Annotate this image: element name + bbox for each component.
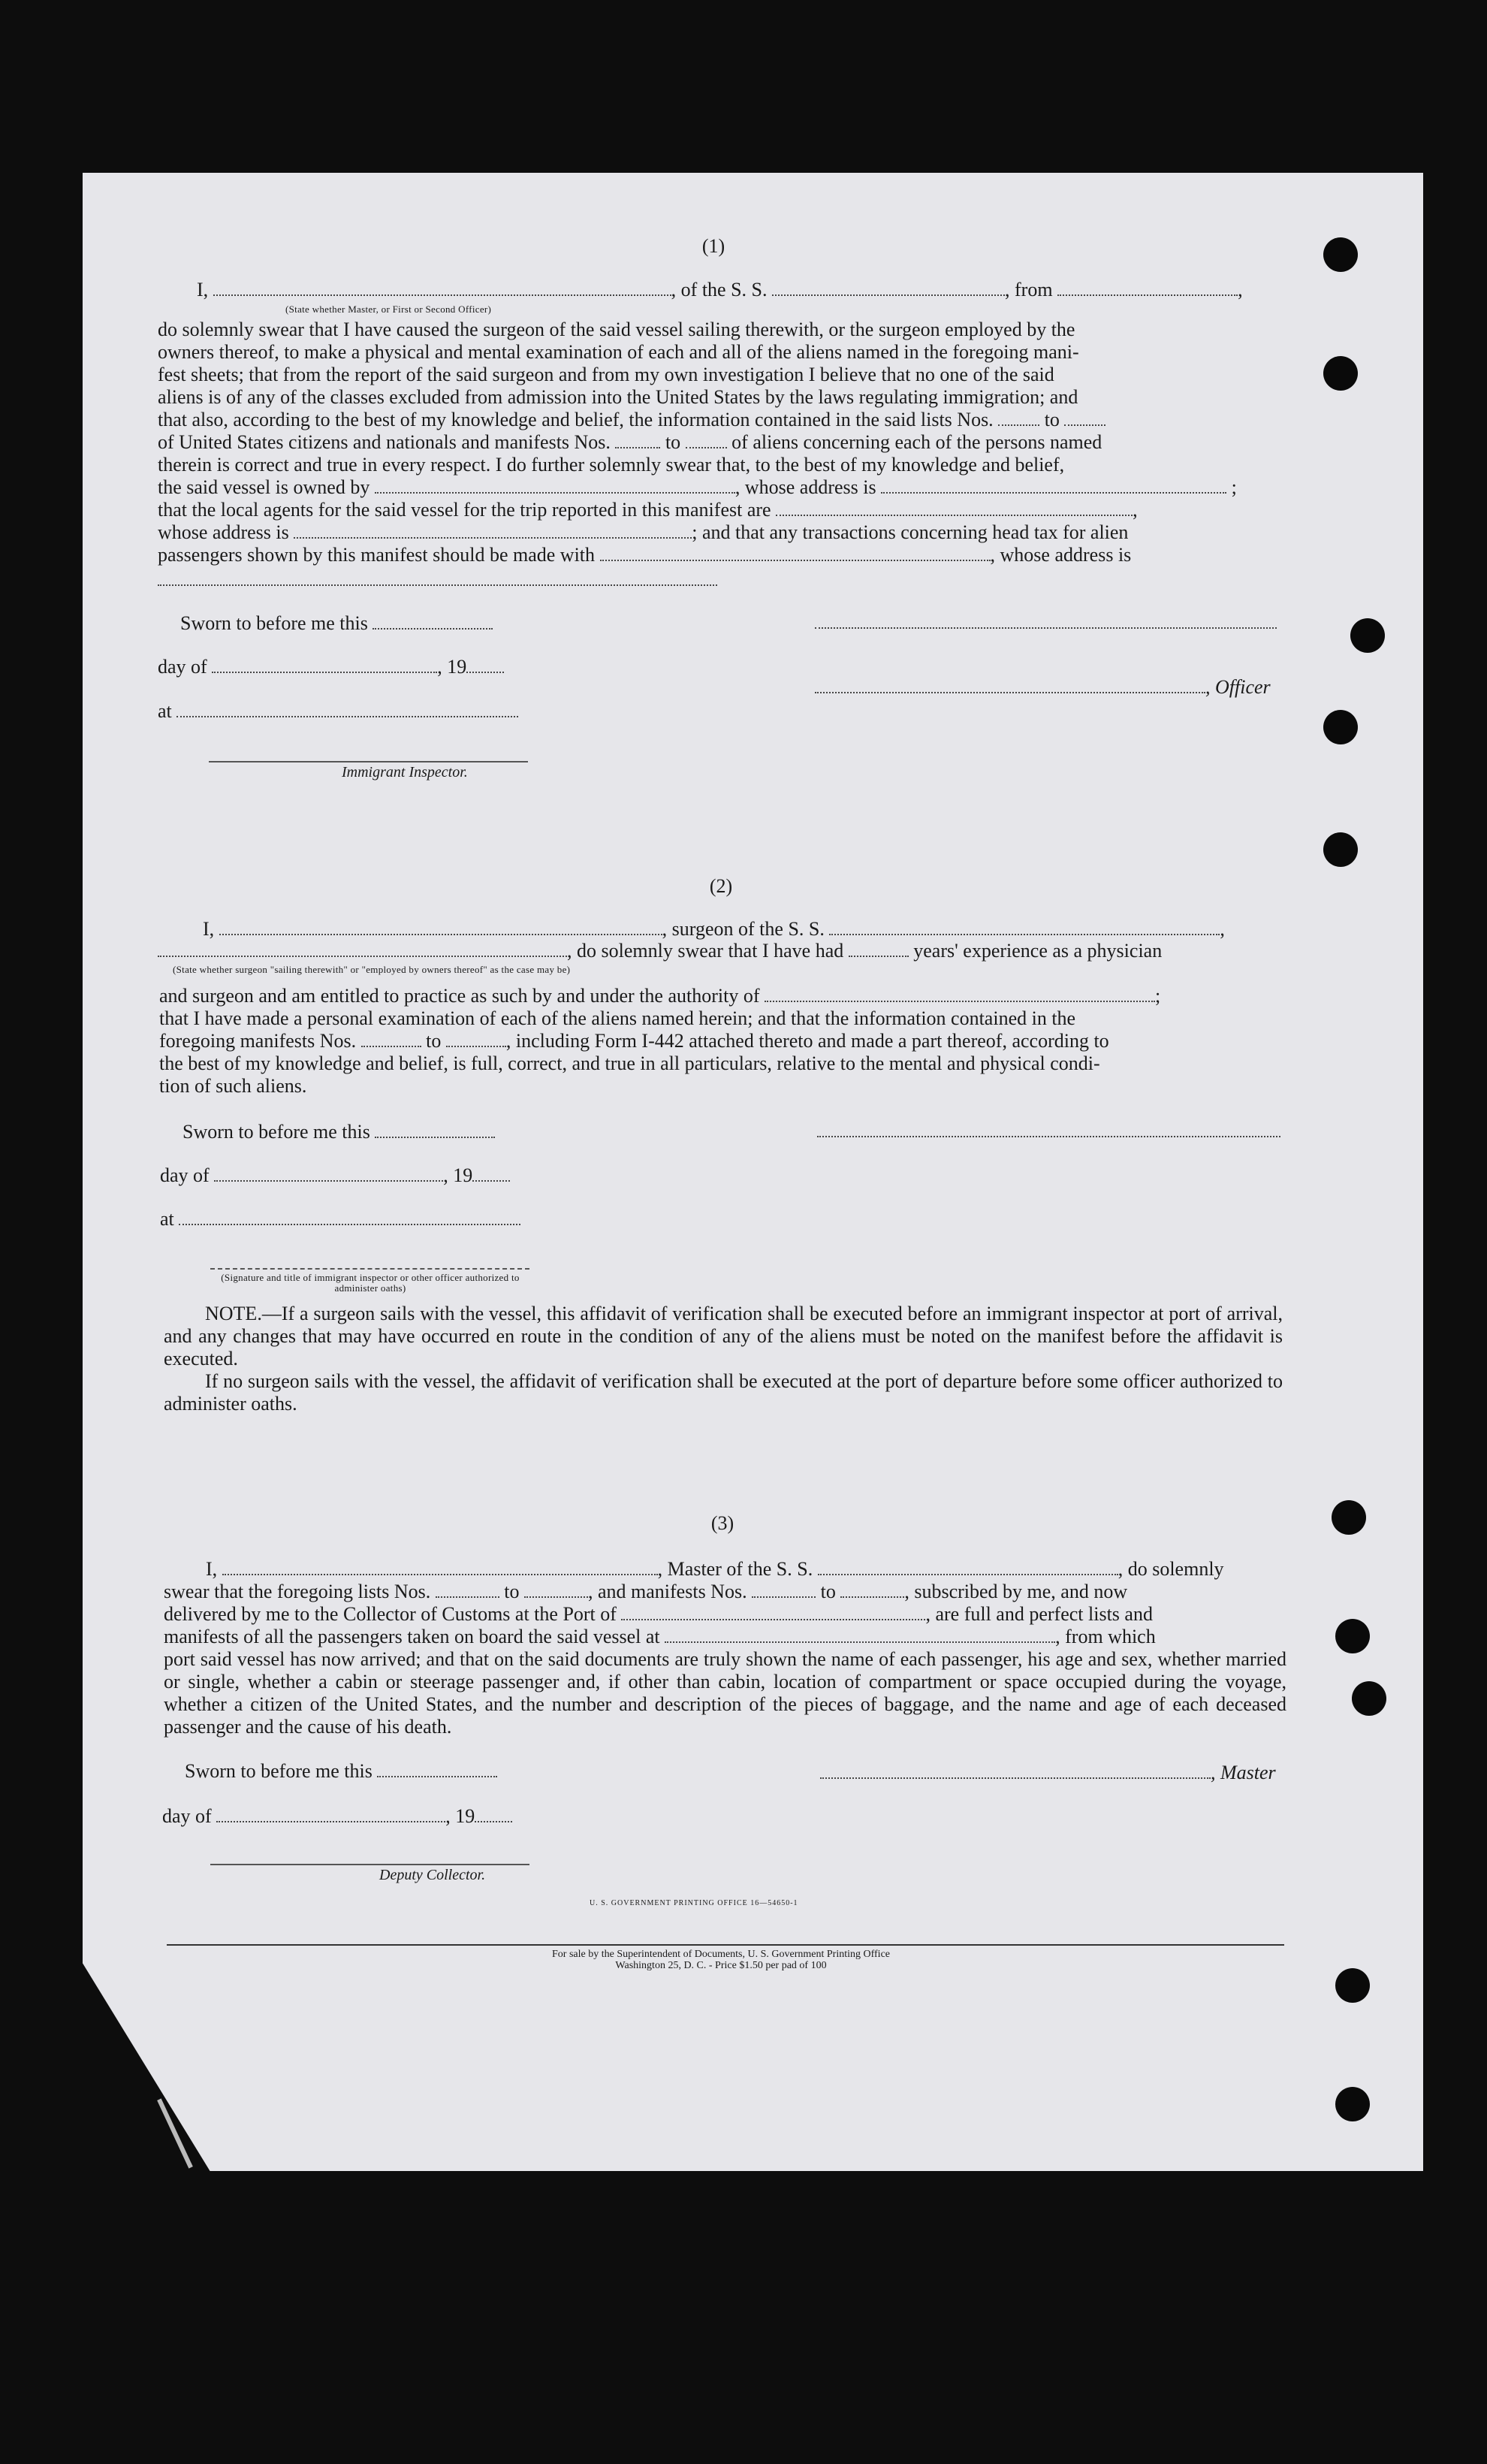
officer-line <box>815 676 1271 699</box>
year-field[interactable] <box>466 657 504 673</box>
authority-field[interactable] <box>765 986 1155 1002</box>
text: that the local agents for the said vessel for the trip reported in this manifest are <box>158 499 771 521</box>
text: , do solemnly <box>1118 1558 1224 1580</box>
text: of United States citizens and nationals and manifests Nos. <box>158 431 611 453</box>
text: —If a surgeon sails with the vessel, this affidavit of verification shall be executed before an immigrant inspector at port of arrival, and any changes that may have occurred en route in the condition of any of the aliens must be noted on the manifest before the affidavit is executed. <box>164 1303 1283 1369</box>
surgeon-status-field[interactable] <box>158 941 567 957</box>
punch-hole <box>1335 1968 1370 2003</box>
text: , subscribed by me, and now <box>904 1581 1128 1602</box>
text: to <box>665 431 681 453</box>
text: aliens is of any of the classes excluded from admission into the United States by the laws regulating immigration; and <box>158 386 1078 408</box>
officer-signature-field[interactable] <box>815 627 1277 629</box>
manifests-from-field-3[interactable] <box>752 1581 816 1598</box>
officer-signature-field-2[interactable] <box>210 1268 529 1270</box>
text: and surgeon and am entitled to practice as such by and under the authority of <box>159 985 760 1007</box>
inspector-signature-field[interactable] <box>209 761 528 762</box>
sworn-date-field-3[interactable] <box>377 1761 497 1777</box>
text: , whose address is <box>990 544 1132 566</box>
signature-caption: (Signature and title of immigrant inspector or other officer authorized to administer oaths) <box>221 1272 520 1294</box>
text: I, <box>206 1558 218 1580</box>
punch-hole <box>1323 710 1358 744</box>
text: , surgeon of the S. S. <box>662 918 825 940</box>
text: , <box>1220 918 1225 940</box>
printing-office-imprint: U. S. GOVERNMENT PRINTING OFFICE 16—54650-1 <box>590 1899 798 1907</box>
section-1-body <box>158 319 1277 566</box>
section-2-body <box>159 985 1282 1098</box>
footer-divider <box>167 1944 1284 1946</box>
at-line-1 <box>158 700 518 723</box>
text: Sworn to before me this <box>185 1760 373 1782</box>
punch-hole <box>1352 1681 1386 1716</box>
text: , are full and perfect lists and <box>925 1603 1153 1625</box>
section-3-body <box>164 1558 1286 1738</box>
year-field-2[interactable] <box>472 1165 510 1182</box>
text: day of <box>158 656 207 678</box>
sworn-line-3 <box>185 1760 497 1783</box>
text: Washington 25, D. C. - Price $1.50 per pad of 100 <box>615 1960 827 1971</box>
text: , and manifests Nos. <box>588 1581 747 1602</box>
master-line <box>820 1762 1276 1784</box>
text: at <box>160 1208 174 1230</box>
punch-hole <box>1323 356 1358 391</box>
text: port said vessel has now arrived; and that on the said documents are truly shown the name of each passenger, his age and sex, whether married or single, whether a cabin or steerage passenger and, if other than cabin, location of compartment or space occupied during the voyage, whether a citizen of the United States, and the number and description of the pieces of baggage, and the name and age of each deceased passenger and the cause of his death. <box>164 1648 1286 1738</box>
day-field-2[interactable] <box>214 1165 443 1182</box>
owner-address-field[interactable] <box>881 477 1226 494</box>
text: , 19 <box>445 1805 475 1827</box>
port-field[interactable] <box>621 1604 925 1620</box>
text: years' experience as a physician <box>913 940 1163 962</box>
text: ; and that any transactions concerning head tax for alien <box>692 521 1129 543</box>
ship-name-field-3[interactable] <box>818 1559 1118 1575</box>
text: foregoing manifests Nos. <box>159 1030 357 1052</box>
text: therein is correct and true in every respect. I do further solemnly swear that, to the best of my knowledge and belief, <box>158 454 1065 476</box>
punch-hole <box>1335 2087 1370 2121</box>
text: the best of my knowledge and belief, is full, correct, and true in all particulars, relative to the mental and physical condi- <box>159 1052 1100 1074</box>
text: swear that the foregoing lists Nos. <box>164 1581 431 1602</box>
address-continuation-field[interactable] <box>158 584 717 586</box>
text: that I have made a personal examination of each of the aliens named herein; and that the information contained in the <box>159 1007 1076 1029</box>
punch-hole <box>1350 618 1385 653</box>
text: I, <box>203 918 215 940</box>
text: , <box>1133 499 1138 521</box>
text: fest sheets; that from the report of the said surgeon and from my own investigation I believe that no one of the said <box>158 364 1054 385</box>
manifests-from-field-2[interactable] <box>361 1031 421 1047</box>
text: , do solemnly swear that I have had <box>567 940 844 962</box>
section-2-line-1 <box>203 918 1225 941</box>
text: ; <box>1155 985 1161 1007</box>
punch-hole <box>1323 237 1358 272</box>
manifests-to-field-3[interactable] <box>840 1581 904 1598</box>
lists-to-field[interactable] <box>1064 409 1105 426</box>
manifests-from-field[interactable] <box>615 432 660 448</box>
text: Sworn to before me this <box>182 1121 370 1143</box>
punch-hole <box>1323 832 1358 867</box>
sale-notice <box>421 1949 1021 1971</box>
text: at <box>158 700 172 722</box>
text: do solemnly swear that I have caused the surgeon of the said vessel sailing therewith, or the surgeon employed by the <box>158 319 1075 340</box>
day-field-3[interactable] <box>216 1806 445 1822</box>
text: delivered by me to the Collector of Customs at the Port of <box>164 1603 617 1625</box>
location-field-2[interactable] <box>179 1209 520 1225</box>
ship-name-field[interactable] <box>772 279 1005 296</box>
text: ; <box>1231 476 1237 498</box>
lists-from-field[interactable] <box>998 409 1039 426</box>
text: , of the S. S. <box>671 279 768 300</box>
origin-port-field[interactable] <box>1057 279 1238 296</box>
text: , whose address is <box>734 476 876 498</box>
year-field-3[interactable] <box>475 1806 512 1822</box>
head-tax-contact-field[interactable] <box>600 545 991 561</box>
surgeon-name-field[interactable] <box>219 919 662 935</box>
text: passengers shown by this manifest should be made with <box>158 544 596 566</box>
owner-field[interactable] <box>375 477 735 494</box>
text: , from <box>1005 279 1053 300</box>
lists-to-field-3[interactable] <box>524 1581 588 1598</box>
master-signature-field[interactable] <box>820 1762 1211 1779</box>
note-block <box>164 1303 1283 1415</box>
text: of aliens concerning each of the persons named <box>731 431 1102 453</box>
text: Sworn to before me this <box>180 612 368 634</box>
sworn-date-field[interactable] <box>373 613 493 630</box>
officer-rank-field[interactable] <box>213 279 671 296</box>
manifests-to-field[interactable] <box>686 432 727 448</box>
sworn-line-1 <box>180 612 493 635</box>
day-line-1 <box>158 656 504 678</box>
section-3-number: (3) <box>710 1512 734 1534</box>
text: , including Form I-442 attached thereto and made a part thereof, according to <box>505 1030 1109 1052</box>
section-2-line-2 <box>158 940 1162 962</box>
text: , Master <box>1211 1762 1276 1783</box>
text: manifests of all the passengers taken on board the said vessel at <box>164 1626 660 1647</box>
location-field[interactable] <box>176 701 518 717</box>
surgeon-status-caption: (State whether surgeon "sailing therewith" or "employed by owners thereof" as the case may be) <box>173 964 571 975</box>
day-line-2 <box>160 1164 510 1187</box>
master-name-field[interactable] <box>222 1559 658 1575</box>
text: day of <box>162 1805 212 1827</box>
embarkation-port-field[interactable] <box>665 1626 1055 1643</box>
years-experience-field[interactable] <box>849 941 909 957</box>
officer-name-field[interactable] <box>815 677 1205 693</box>
day-field[interactable] <box>212 657 437 673</box>
text: , 19 <box>443 1164 473 1186</box>
text: to <box>426 1030 442 1052</box>
text: day of <box>160 1164 210 1186</box>
text: , <box>1238 279 1243 300</box>
sworn-line-2 <box>182 1121 495 1143</box>
inspector-caption: Immigrant Inspector. <box>342 764 468 781</box>
text: I, <box>197 279 209 300</box>
text: , Officer <box>1205 676 1271 698</box>
text: the said vessel is owned by <box>158 476 370 498</box>
at-line-2 <box>160 1208 520 1230</box>
text: to <box>504 1581 520 1602</box>
lists-from-field-3[interactable] <box>436 1581 499 1598</box>
text: , 19 <box>437 656 467 678</box>
sworn-date-field-2[interactable] <box>375 1122 495 1138</box>
text: , Master of the S. S. <box>657 1558 813 1580</box>
local-agents-field[interactable] <box>776 500 1133 516</box>
note-label: NOTE. <box>205 1303 262 1324</box>
day-line-3 <box>162 1805 512 1828</box>
ship-name-field-2[interactable] <box>829 919 1220 935</box>
section-2-number: (2) <box>709 875 733 897</box>
surgeon-signature-field[interactable] <box>817 1136 1280 1137</box>
manifests-to-field-2[interactable] <box>446 1031 506 1047</box>
text: tion of such aliens. <box>159 1075 307 1097</box>
punch-hole <box>1332 1500 1366 1535</box>
text: owners thereof, to make a physical and mental examination of each and all of the aliens named in the foregoing mani- <box>158 341 1079 363</box>
section-1-line-1 <box>197 279 1243 301</box>
text: whose address is <box>158 521 289 543</box>
text: that also, according to the best of my knowledge and belief, the information contained in the said lists Nos. <box>158 409 994 430</box>
text: For sale by the Superintendent of Documents, U. S. Government Printing Office <box>552 1949 890 1960</box>
text: to <box>820 1581 836 1602</box>
text: to <box>1044 409 1060 430</box>
text: , from which <box>1055 1626 1156 1647</box>
punch-hole <box>1335 1619 1370 1653</box>
officer-rank-caption: (State whether Master, or First or Second Officer) <box>285 303 492 315</box>
text: If no surgeon sails with the vessel, the affidavit of verification shall be executed at the port of departure before some officer authorized to administer oaths. <box>164 1370 1283 1415</box>
deputy-caption: Deputy Collector. <box>379 1867 486 1883</box>
agents-address-field[interactable] <box>294 522 692 539</box>
section-1-number: (1) <box>701 235 725 257</box>
deputy-signature-field[interactable] <box>210 1864 529 1865</box>
